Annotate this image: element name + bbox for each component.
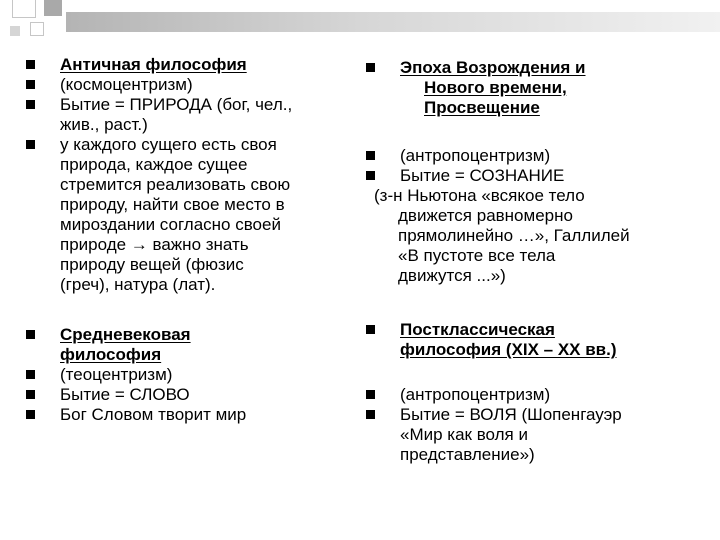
list-item [366,166,706,186]
list-item [26,385,346,405]
list-item [26,405,346,425]
text-line: «В пустоте все тела [398,246,556,265]
renaissance-details-block [366,146,706,286]
section-heading: Нового времени, [424,78,567,97]
text-line: (греч), натура (лат). [60,275,216,294]
section-heading: философия [60,345,162,364]
bullet-icon [366,151,375,160]
text-line: мироздании согласно своей [60,215,281,234]
text-line: (антропоцентризм) [400,385,551,404]
text-line: Бытие = ВОЛЯ (Шопенгауэр [400,405,622,424]
list-item [26,135,346,295]
postclassical-heading-block [366,320,696,360]
bullet-icon [26,80,35,89]
section-heading: Средневековая [60,325,191,344]
text-line: природе → важно знать [60,235,249,254]
list-item [366,58,696,118]
deco-square-light [10,26,20,36]
bullet-icon [26,100,35,109]
text-line: (з-н Ньютона «всякое тело [374,186,585,205]
text-line: движется равномерно [398,206,573,225]
deco-square-white [12,0,36,18]
bullet-icon [366,390,375,399]
section-heading: философия (XIX – XX вв.) [400,340,617,359]
text-line: движутся ...») [398,266,506,285]
text-line: (космоцентризм) [60,75,193,94]
bullet-icon [26,140,35,149]
list-item [26,55,346,75]
text-line: природу вещей (фюзис [60,255,244,274]
text-line: стремится реализовать свою [60,175,291,194]
text-line: природа, каждое сущее [60,155,248,174]
text-line: Бог Словом творит мир [60,405,247,424]
deco-square-small [30,22,44,36]
note-item [366,186,706,286]
text-line: представление») [400,445,535,464]
section-heading: Эпоха Возрождения и [400,58,586,77]
bullet-icon [366,63,375,72]
section-heading: Просвещение [424,98,540,117]
title-decoration [0,0,720,60]
list-item [366,146,706,166]
list-item [366,385,706,405]
bullet-icon [26,60,35,69]
deco-square-dark [44,0,62,16]
list-item [26,95,346,135]
bullet-icon [26,410,35,419]
list-item [366,405,706,465]
bullet-icon [26,370,35,379]
text-line: (теоцентризм) [60,365,173,384]
section-heading: Постклассическая [400,320,555,339]
medieval-philosophy-block [26,325,346,425]
list-item [26,75,346,95]
postclassical-details-block [366,385,706,465]
text-line: природу, найти свое место в [60,195,285,214]
list-item [366,320,696,360]
bullet-icon [366,171,375,180]
text-line: прямолинейно …», Галлилей [398,226,630,245]
bullet-icon [26,390,35,399]
bullet-icon [366,325,375,334]
list-item [26,365,346,385]
text-line: Бытие = СОЗНАНИЕ [400,166,565,185]
section-heading: Античная философия [60,55,247,74]
text-line: Бытие = ПРИРОДА (бог, чел., [60,95,293,114]
renaissance-heading-block [366,58,696,118]
text-line: Бытие = СЛОВО [60,385,190,404]
text-line: у каждого сущего есть своя [60,135,277,154]
list-item [26,325,346,365]
deco-band [66,12,720,32]
text-line: жив., раст.) [60,115,148,134]
ancient-philosophy-block [26,55,346,295]
text-line: «Мир как воля и [400,425,528,444]
bullet-icon [26,330,35,339]
text-line: (антропоцентризм) [400,146,551,165]
bullet-icon [366,410,375,419]
